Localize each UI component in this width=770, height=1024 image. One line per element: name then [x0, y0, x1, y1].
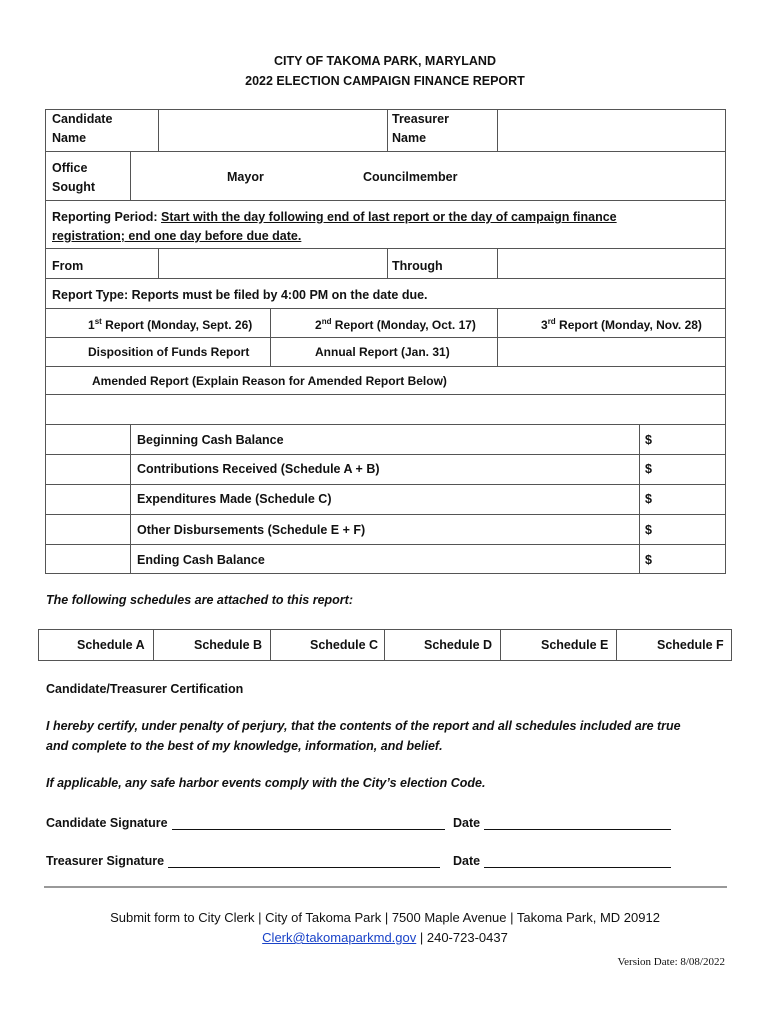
schedule-f-option[interactable]: Schedule F [657, 638, 724, 652]
candidate-date-label: Date [453, 816, 481, 830]
form-title-city: CITY OF TAKOMA PARK, MARYLAND [274, 54, 496, 68]
treasurer-date-label: Date [453, 854, 481, 868]
schedule-e-option[interactable]: Schedule E [541, 638, 609, 652]
clerk-phone: | 240-723-0437 [416, 930, 508, 945]
cash-currency: $ [645, 553, 652, 567]
treasurer-name-label: Treasurer Name [392, 112, 449, 145]
office-option-councilmember[interactable]: Councilmember [363, 170, 458, 184]
office-option-mayor[interactable]: Mayor [227, 170, 264, 184]
report-type-label: Report Type: Reports must be filed by 4:00 PM on the date due. [52, 288, 428, 302]
schedule-b-option[interactable]: Schedule B [194, 638, 263, 652]
candidate-name-label: Candidate Name [52, 112, 113, 145]
candidate-signature-label: Candidate Signature [46, 816, 168, 830]
safe-harbor-text: If applicable, any safe harbor events comply with the City’s election Code. [46, 776, 486, 790]
cash-row-label: Contributions Received (Schedule A + B) [137, 462, 380, 476]
from-date-field[interactable] [160, 250, 385, 276]
form-title-report: 2022 ELECTION CAMPAIGN FINANCE REPORT [245, 74, 525, 88]
candidate-name-field[interactable] [160, 111, 385, 149]
candidate-date-line[interactable] [484, 829, 671, 830]
certification-text-1: I hereby certify, under penalty of perjury, that the contents of the report and all schedules included are true [46, 719, 681, 733]
report-option-1st[interactable]: 1st Report (Monday, Sept. 26) [88, 317, 253, 332]
through-label: Through [392, 259, 443, 273]
report-option-annual[interactable]: Annual Report (Jan. 31) [315, 345, 450, 359]
footer-contact [0, 930, 770, 945]
candidate-signature-line[interactable] [172, 829, 445, 830]
report-option-disposition[interactable]: Disposition of Funds Report [88, 345, 250, 359]
cash-currency: $ [645, 523, 652, 537]
report-option-3rd[interactable]: 3rd Report (Monday, Nov. 28) [541, 317, 702, 332]
cash-row-label: Expenditures Made (Schedule C) [137, 492, 332, 506]
cash-row-label: Ending Cash Balance [137, 553, 265, 567]
report-option-amended[interactable]: Amended Report (Explain Reason for Amended Report Below) [92, 374, 447, 388]
reporting-period-text: Reporting Period: Start with the day following end of last report or the day of campaign finance registration; end one day before due date. [52, 210, 617, 243]
certification-text-2: and complete to the best of my knowledge, information, and belief. [46, 739, 443, 753]
treasurer-name-field[interactable] [499, 111, 724, 149]
office-sought-label: Office Sought [52, 161, 96, 194]
amended-reason-field[interactable] [47, 396, 724, 422]
cash-currency: $ [645, 462, 652, 476]
footer-address: Submit form to City Clerk | City of Takoma Park | 7500 Maple Avenue | Takoma Park, MD 20912 [110, 910, 660, 925]
schedule-a-option[interactable]: Schedule A [77, 638, 145, 652]
schedules-intro: The following schedules are attached to this report: [46, 593, 353, 607]
cash-row-label: Other Disbursements (Schedule E + F) [137, 523, 366, 537]
certification-heading: Candidate/Treasurer Certification [46, 682, 244, 696]
footer-divider [44, 886, 727, 888]
treasurer-date-line[interactable] [484, 867, 671, 868]
schedule-d-option[interactable]: Schedule D [424, 638, 493, 652]
treasurer-signature-line[interactable] [168, 867, 440, 868]
cash-currency: $ [645, 492, 652, 506]
clerk-email-link[interactable]: Clerk@takomaparkmd.gov [262, 930, 417, 945]
report-option-2nd[interactable]: 2nd Report (Monday, Oct. 17) [315, 317, 476, 332]
from-label: From [52, 259, 84, 273]
treasurer-signature-label: Treasurer Signature [46, 854, 165, 868]
schedule-c-option[interactable]: Schedule C [310, 638, 379, 652]
version-date: Version Date: 8/08/2022 [617, 956, 725, 968]
cash-currency: $ [645, 433, 652, 447]
through-date-field[interactable] [499, 250, 724, 276]
cash-row-label: Beginning Cash Balance [137, 433, 284, 447]
